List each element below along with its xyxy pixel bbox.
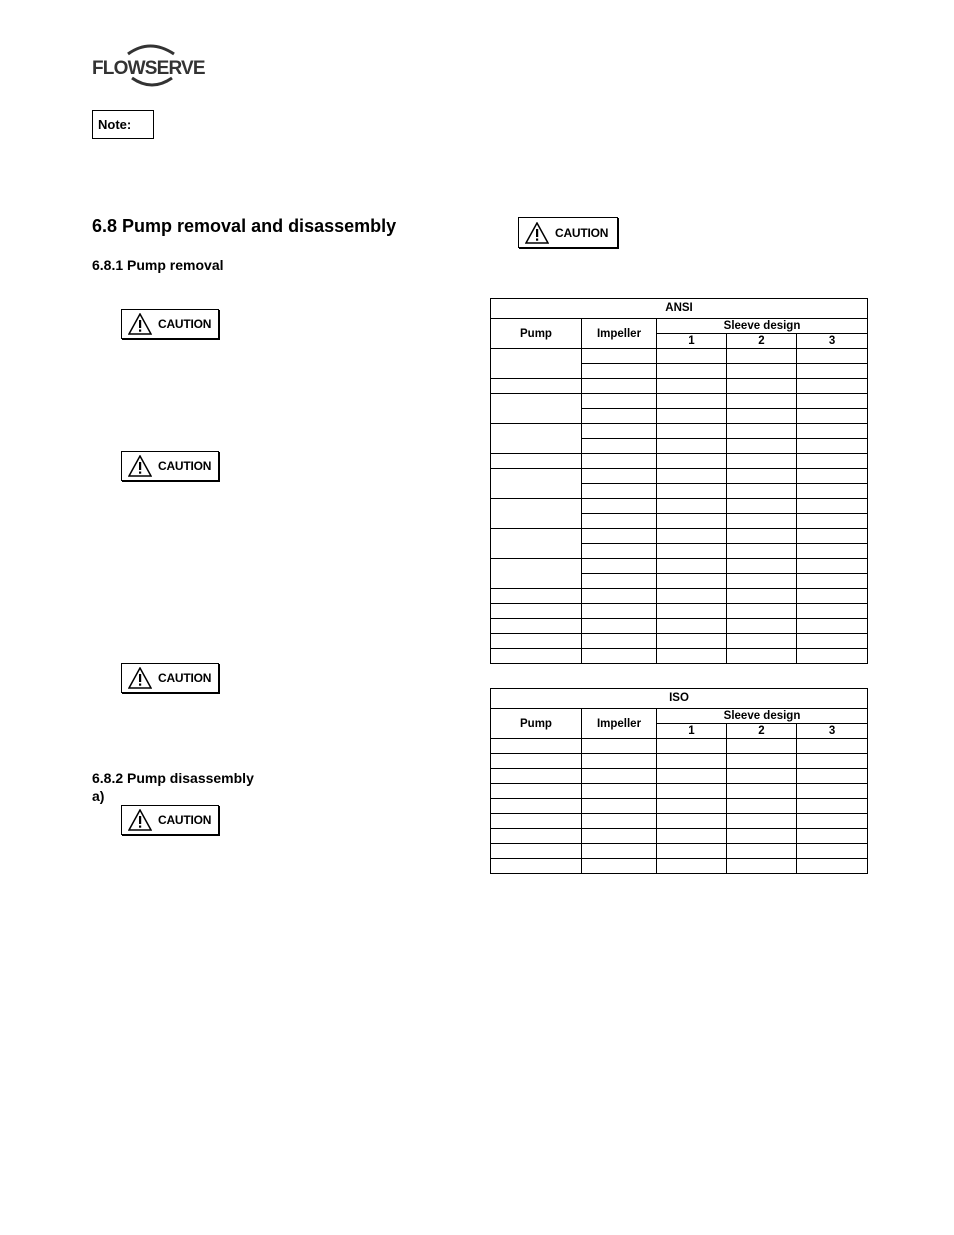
table-cell xyxy=(582,589,657,604)
iso-sleeve-table xyxy=(490,688,868,874)
table-cell xyxy=(657,604,727,619)
table-cell xyxy=(657,544,727,559)
table-cell xyxy=(491,379,582,394)
table-row xyxy=(491,379,868,394)
table-cell xyxy=(582,454,657,469)
table-cell xyxy=(797,604,868,619)
column-header-sleeve-3: 3 xyxy=(797,724,868,739)
list-item-marker: a) xyxy=(92,788,105,804)
table-cell xyxy=(797,484,868,499)
table-cell xyxy=(491,844,582,859)
table-cell xyxy=(491,814,582,829)
table-cell xyxy=(727,499,797,514)
table-cell xyxy=(797,739,868,754)
table-cell xyxy=(491,469,582,499)
table-cell xyxy=(727,859,797,874)
table-cell xyxy=(797,574,868,589)
table-row xyxy=(491,619,868,634)
table-cell xyxy=(582,619,657,634)
table-cell xyxy=(582,379,657,394)
table-cell xyxy=(797,799,868,814)
table-cell xyxy=(491,619,582,634)
table-cell xyxy=(797,409,868,424)
caution-badge xyxy=(121,451,219,481)
table-cell xyxy=(491,739,582,754)
subsection-heading-removal: 6.8.1 Pump removal xyxy=(92,257,224,273)
table-cell xyxy=(582,634,657,649)
table-cell xyxy=(582,604,657,619)
column-header-sleeve-1: 1 xyxy=(657,724,727,739)
table-row xyxy=(491,529,868,544)
table-row xyxy=(491,634,868,649)
note-box: Note: xyxy=(92,110,154,139)
warning-triangle-icon xyxy=(128,809,152,831)
table-cell xyxy=(657,559,727,574)
table-cell xyxy=(582,574,657,589)
table-cell xyxy=(491,799,582,814)
table-cell xyxy=(797,424,868,439)
table-cell xyxy=(657,574,727,589)
table-row xyxy=(491,424,868,439)
table-cell xyxy=(491,424,582,454)
table-cell xyxy=(491,649,582,664)
table-cell xyxy=(727,424,797,439)
table-cell xyxy=(491,784,582,799)
table-cell xyxy=(797,829,868,844)
table-cell xyxy=(727,844,797,859)
table-cell xyxy=(491,604,582,619)
table-cell xyxy=(657,379,727,394)
warning-triangle-icon xyxy=(128,455,152,477)
table-cell xyxy=(657,409,727,424)
table-cell xyxy=(582,484,657,499)
table-cell xyxy=(582,439,657,454)
table-row xyxy=(491,394,868,409)
column-header-sleeve-design: Sleeve design xyxy=(657,319,868,334)
table-cell xyxy=(797,544,868,559)
table-cell xyxy=(657,799,727,814)
table-cell xyxy=(657,484,727,499)
table-cell xyxy=(491,859,582,874)
table-cell xyxy=(657,589,727,604)
table-cell xyxy=(727,589,797,604)
table-cell xyxy=(797,349,868,364)
column-header-sleeve-2: 2 xyxy=(727,724,797,739)
table-cell xyxy=(797,499,868,514)
warning-triangle-icon xyxy=(128,313,152,335)
table-cell xyxy=(657,394,727,409)
column-header-sleeve-3: 3 xyxy=(797,334,868,349)
table-cell xyxy=(657,364,727,379)
column-header-pump: Pump xyxy=(491,319,582,349)
table-row xyxy=(491,589,868,604)
caution-badge xyxy=(121,805,219,835)
column-header-sleeve-2: 2 xyxy=(727,334,797,349)
table-cell xyxy=(657,814,727,829)
column-header-sleeve-design: Sleeve design xyxy=(657,709,868,724)
column-header-impeller: Impeller xyxy=(582,319,657,349)
table-cell xyxy=(727,574,797,589)
table-cell xyxy=(491,754,582,769)
table-cell xyxy=(582,424,657,439)
table-cell xyxy=(727,469,797,484)
table-cell xyxy=(657,349,727,364)
table-cell xyxy=(727,634,797,649)
table-cell xyxy=(797,364,868,379)
table-cell xyxy=(657,514,727,529)
table-row xyxy=(491,829,868,844)
table-row xyxy=(491,784,868,799)
table-cell xyxy=(797,814,868,829)
table-cell xyxy=(657,769,727,784)
table-row xyxy=(491,349,868,364)
table-cell xyxy=(491,499,582,529)
flowserve-logo-graphic xyxy=(92,40,210,92)
table-cell xyxy=(797,649,868,664)
table-cell xyxy=(727,544,797,559)
table-cell xyxy=(797,379,868,394)
table-row xyxy=(491,859,868,874)
table-cell xyxy=(797,589,868,604)
table-cell xyxy=(582,514,657,529)
subsection-heading-disassembly: 6.8.2 Pump disassembly xyxy=(92,770,254,786)
table-cell xyxy=(582,349,657,364)
table-cell xyxy=(582,544,657,559)
table-cell xyxy=(727,754,797,769)
table-cell xyxy=(657,829,727,844)
table-row xyxy=(491,559,868,574)
table-cell xyxy=(657,439,727,454)
caution-label: CAUTION xyxy=(158,317,212,331)
caution-label: CAUTION xyxy=(158,671,212,685)
flowserve-logo xyxy=(92,40,210,92)
table-cell xyxy=(657,529,727,544)
table-cell xyxy=(727,454,797,469)
table-cell xyxy=(797,784,868,799)
table-cell xyxy=(657,619,727,634)
table-cell xyxy=(582,859,657,874)
column-header-pump: Pump xyxy=(491,709,582,739)
table-cell xyxy=(657,754,727,769)
table-row xyxy=(491,844,868,859)
table-cell xyxy=(582,394,657,409)
table-cell xyxy=(582,499,657,514)
table-cell xyxy=(657,634,727,649)
table-cell xyxy=(727,379,797,394)
table-title: ISO xyxy=(491,689,868,709)
table-cell xyxy=(727,829,797,844)
table-cell xyxy=(657,424,727,439)
table-cell xyxy=(582,829,657,844)
table-cell xyxy=(582,364,657,379)
table-cell xyxy=(797,559,868,574)
caution-label: CAUTION xyxy=(158,813,212,827)
table-cell xyxy=(727,814,797,829)
caution-badge xyxy=(518,217,618,248)
table-cell xyxy=(582,739,657,754)
table-cell xyxy=(727,559,797,574)
table-cell xyxy=(491,634,582,649)
table-cell xyxy=(657,454,727,469)
table-cell xyxy=(727,649,797,664)
table-title: ANSI xyxy=(491,299,868,319)
table-row xyxy=(491,469,868,484)
table-cell xyxy=(727,349,797,364)
table-row xyxy=(491,814,868,829)
table-row xyxy=(491,739,868,754)
table-cell xyxy=(582,559,657,574)
table-cell xyxy=(582,784,657,799)
table-cell xyxy=(582,754,657,769)
table-cell xyxy=(582,799,657,814)
ansi-sleeve-table xyxy=(490,298,868,664)
table-row xyxy=(491,769,868,784)
table-cell xyxy=(797,514,868,529)
warning-triangle-icon xyxy=(128,667,152,689)
caution-label: CAUTION xyxy=(158,459,212,473)
table-cell xyxy=(657,739,727,754)
table-cell xyxy=(657,784,727,799)
table-cell xyxy=(491,829,582,844)
caution-badge xyxy=(121,309,219,339)
column-header-impeller: Impeller xyxy=(582,709,657,739)
table-cell xyxy=(797,769,868,784)
logo-wordmark: FLOWSERVE xyxy=(92,58,205,79)
table-cell xyxy=(797,619,868,634)
section-heading: 6.8 Pump removal and disassembly xyxy=(92,216,397,236)
table-cell xyxy=(491,454,582,469)
table-row xyxy=(491,499,868,514)
table-cell xyxy=(657,649,727,664)
table-cell xyxy=(582,769,657,784)
table-cell xyxy=(491,394,582,424)
table-cell xyxy=(491,589,582,604)
table-cell xyxy=(491,559,582,589)
table-cell xyxy=(797,469,868,484)
table-cell xyxy=(491,769,582,784)
table-cell xyxy=(657,469,727,484)
table-cell xyxy=(797,844,868,859)
table-cell xyxy=(727,394,797,409)
table-cell xyxy=(727,529,797,544)
table-cell xyxy=(491,529,582,559)
table-cell xyxy=(797,859,868,874)
table-cell xyxy=(727,769,797,784)
table-cell xyxy=(797,439,868,454)
table-cell xyxy=(797,454,868,469)
warning-triangle-icon xyxy=(525,222,549,244)
table-cell xyxy=(797,529,868,544)
table-cell xyxy=(582,649,657,664)
table-cell xyxy=(657,844,727,859)
table-cell xyxy=(582,814,657,829)
table-cell xyxy=(727,619,797,634)
table-cell xyxy=(727,484,797,499)
table-row xyxy=(491,604,868,619)
table-cell xyxy=(727,409,797,424)
table-row xyxy=(491,649,868,664)
table-cell xyxy=(582,409,657,424)
table-cell xyxy=(727,439,797,454)
table-cell xyxy=(727,799,797,814)
table-cell xyxy=(727,364,797,379)
table-cell xyxy=(797,394,868,409)
caution-label: CAUTION xyxy=(555,225,609,240)
table-cell xyxy=(657,859,727,874)
table-cell xyxy=(797,754,868,769)
table-row xyxy=(491,799,868,814)
table-cell xyxy=(727,604,797,619)
table-cell xyxy=(491,349,582,379)
table-cell xyxy=(657,499,727,514)
table-cell xyxy=(582,529,657,544)
table-row xyxy=(491,754,868,769)
table-row xyxy=(491,454,868,469)
table-cell xyxy=(727,739,797,754)
table-cell xyxy=(727,514,797,529)
table-cell xyxy=(582,844,657,859)
column-header-sleeve-1: 1 xyxy=(657,334,727,349)
table-cell xyxy=(797,634,868,649)
caution-badge xyxy=(121,663,219,693)
table-cell xyxy=(727,784,797,799)
table-cell xyxy=(582,469,657,484)
